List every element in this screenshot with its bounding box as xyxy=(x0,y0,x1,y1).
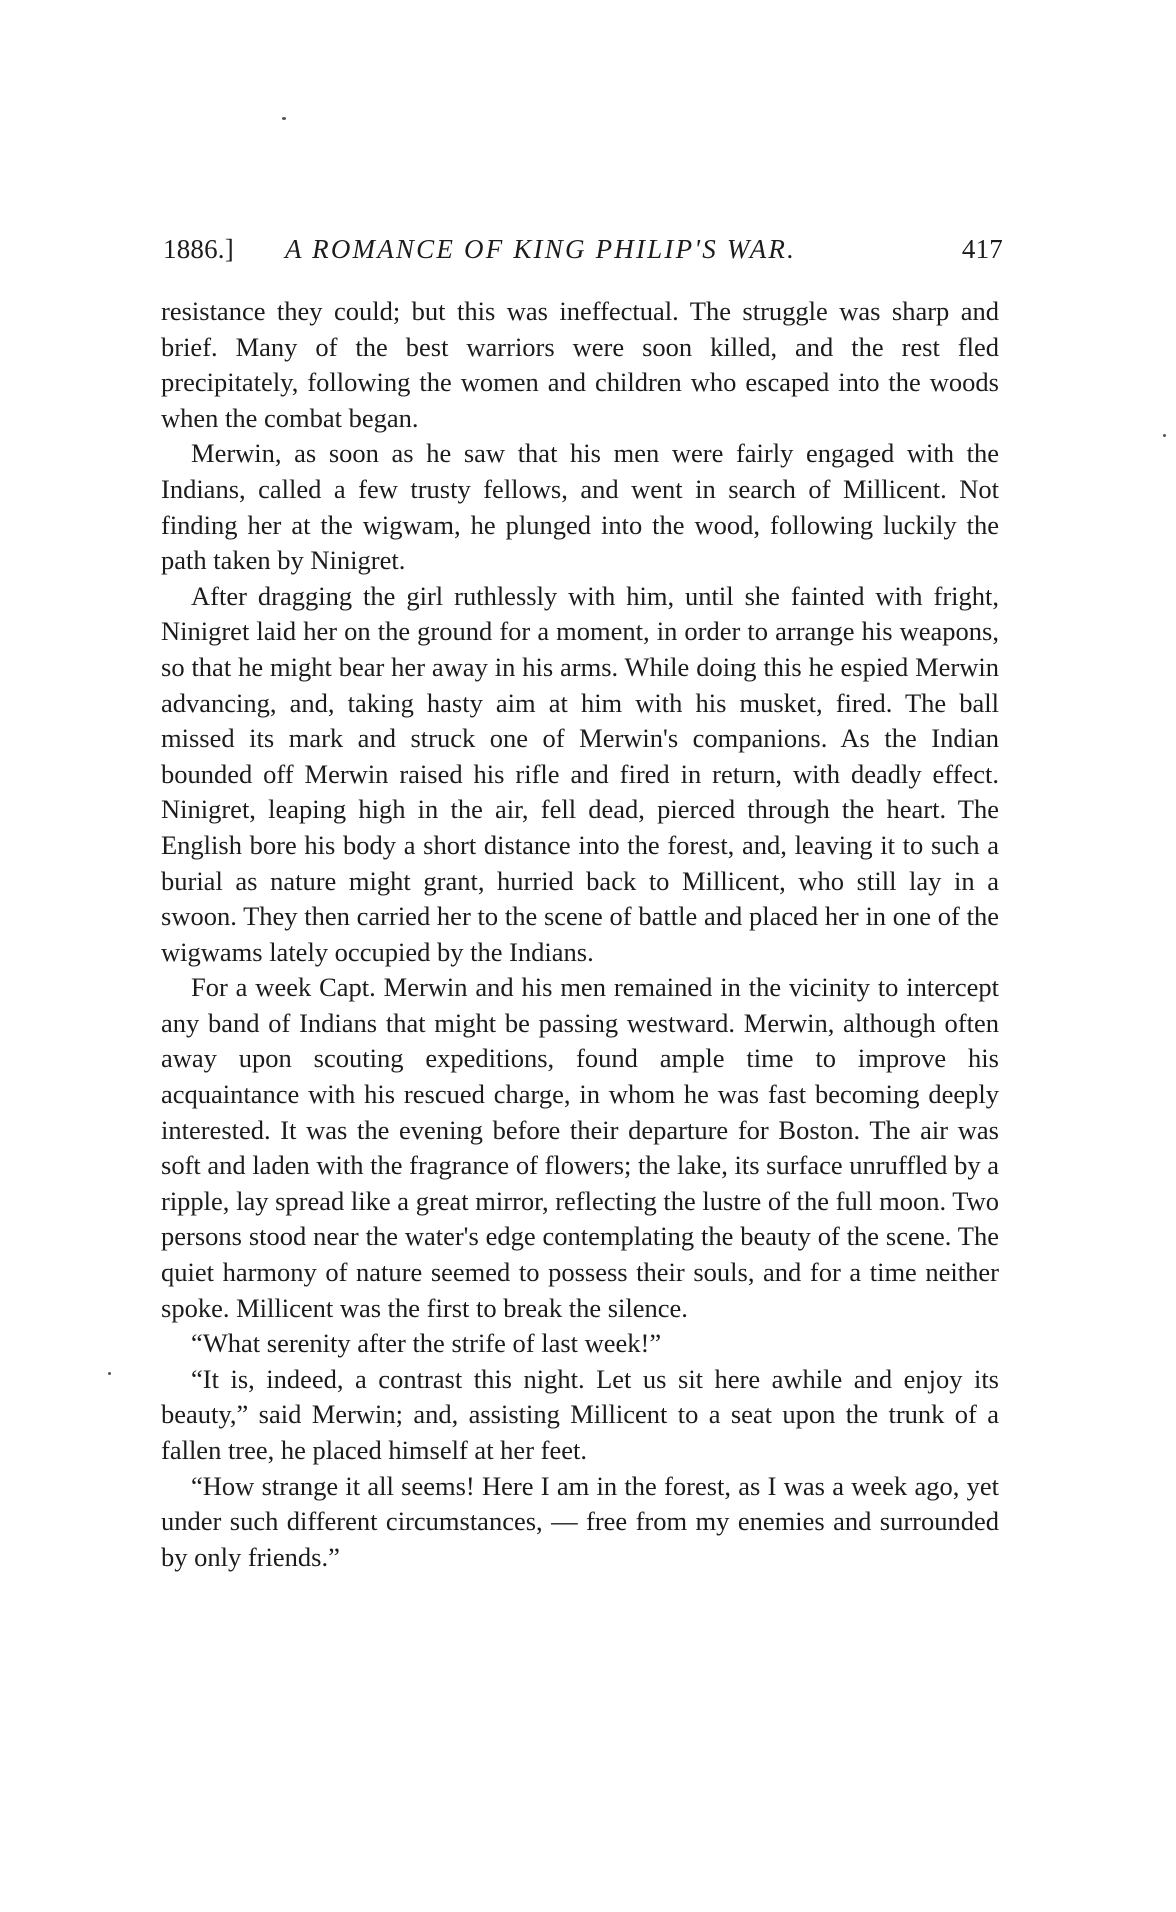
paragraph: For a week Capt. Merwin and his men remained in the vicinity to intercept any band of Indians that might be passing westward. Merwin, although often away upon scouting expeditions, found ample time to improve his acquaintance with his rescued charge, in whom he was fast becoming deeply interested. It was the evening before their departure for Boston. The air was soft and laden with the fragrance of flowers; the lake, its surface unruffled by a ripple, lay spread like a great mirror, reflecting the lustre of the full moon. Two persons stood near the water's edge contemplating the beauty of the scene. The quiet harmony of nature seemed to possess their souls, and for a time neither spoke. Millicent was the first to break the silence. xyxy=(161,972,999,1323)
paragraph: Merwin, as soon as he saw that his men were fairly engaged with the Indians, called a few trusty fellows, and went in search of Millicent. Not finding her at the wigwam, he plunged into the wood, following luckily the path taken by Ninigret. xyxy=(161,438,999,576)
header-year: 1886.] xyxy=(163,234,234,264)
dialogue-paragraph: “How strange it all seems! Here I am in the forest, as I was a week ago, yet under such different circumstances, — free from my enemies and surrounded by only friends.” xyxy=(161,1470,999,1572)
ink-speck xyxy=(1163,434,1166,437)
page-number: 417 xyxy=(961,234,1003,264)
running-title: A ROMANCE OF KING PHILIP'S WAR. xyxy=(285,234,797,264)
body-text xyxy=(161,294,999,1575)
dialogue-paragraph: “It is, indeed, a contrast this night. Let us sit here awhile and enjoy its beauty,” said Merwin; and, assisting Millicent to a seat upon the trunk of a fallen tree, he placed himself at her feet. xyxy=(161,1363,999,1465)
paragraph: After dragging the girl ruthlessly with him, until she fainted with fright, Ninigret laid her on the ground for a moment, in order to arrange his weapons, so that he might bear her away in his arms. While doing this he espied Merwin advancing, and, taking hasty aim at him with his musket, fired. The ball missed its mark and struck one of Merwin's companions. As the Indian bounded off Merwin raised his rifle and fired in return, with deadly effect. Ninigret, leaping high in the air, fell dead, pierced through the heart. The English bore his body a short distance into the forest, and, leaving it to such a burial as nature might grant, hurried back to Millicent, who still lay in a swoon. They then carried her to the scene of battle and placed her in one of the wigwams lately occupied by the Indians. xyxy=(161,580,999,967)
ink-speck xyxy=(108,1372,111,1375)
ink-speck xyxy=(282,117,286,120)
paragraph: resistance they could; but this was ineffectual. The struggle was sharp and brief. Many of the best warriors were soon killed, and the rest fled precipitately, following the women and children who escaped into the woods when the combat began. xyxy=(161,296,999,433)
running-header xyxy=(163,228,1003,268)
dialogue-paragraph: “What serenity after the strife of last week!” xyxy=(191,1328,662,1359)
